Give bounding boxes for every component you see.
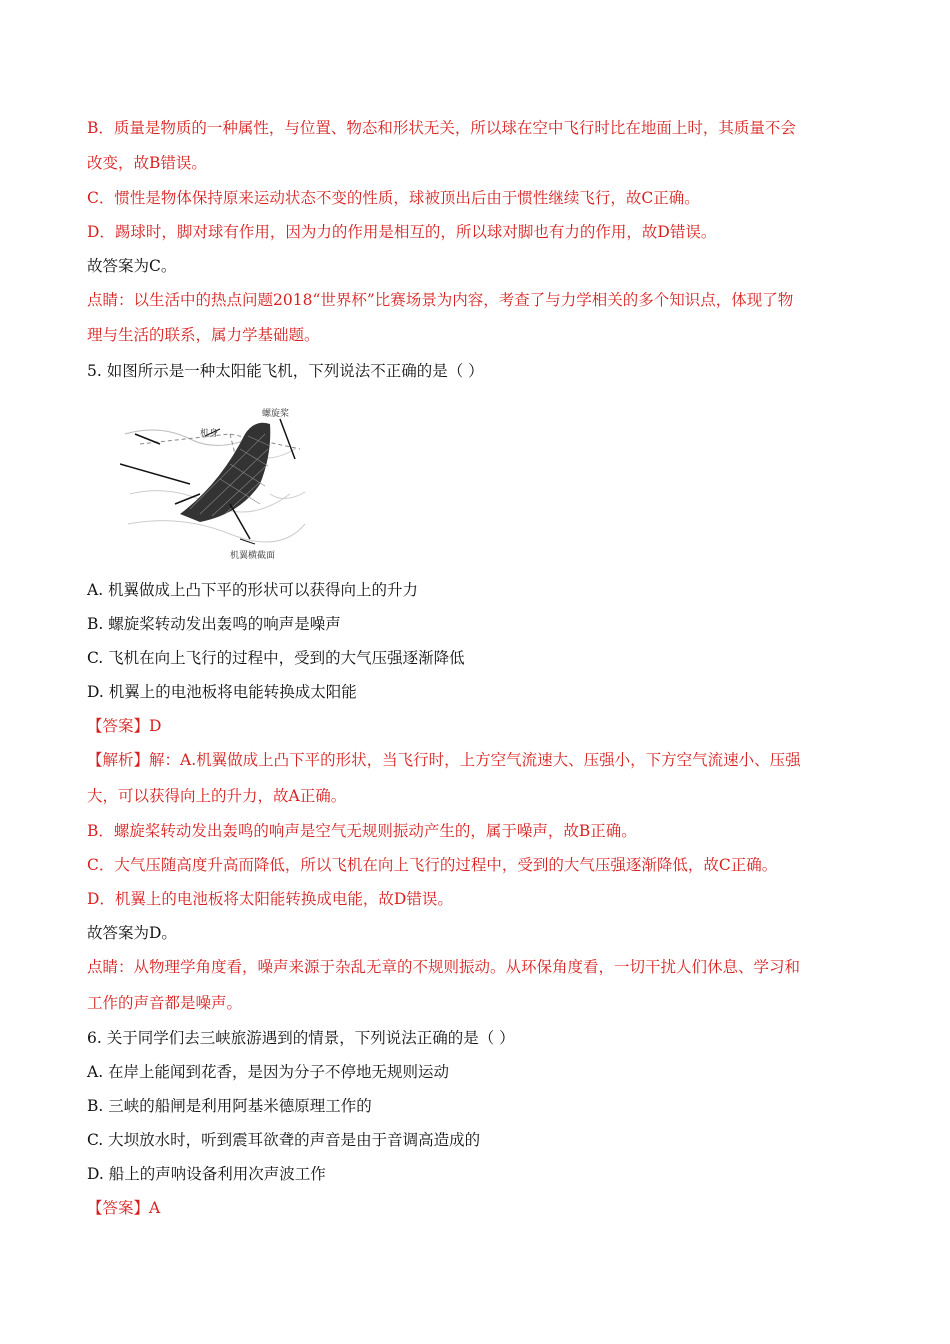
q5-option-c: C. 飞机在向上飞行的过程中，受到的大气压强逐渐降低 (87, 649, 465, 667)
q4-conclusion: 故答案为C。 (87, 257, 177, 275)
q5-analysis-line1: 【解析】解：A.机翼做成上凸下平的形状，当飞行时，上方空气流速大、压强小，下方空气流速小、压强 (87, 751, 801, 769)
label-wing-cross-section: 机翼横截面 (230, 551, 276, 561)
q5-stem: 5. 如图所示是一种太阳能飞机，下列说法不正确的是（ ） (87, 362, 484, 380)
solar-plane-illustration (120, 394, 310, 562)
q5-note-line1: 点睛：从物理学角度看，噪声来源于杂乱无章的不规则振动。从环保角度看，一切干扰人们休息、学习和 (87, 958, 801, 976)
q5-conclusion: 故答案为D。 (87, 924, 177, 942)
q4-option-b-line1: B．质量是物质的一种属性，与位置、物态和形状无关，所以球在空中飞行时比在地面上时，其质量不会 (87, 119, 796, 137)
q6-answer: 【答案】A (87, 1199, 161, 1217)
q6-option-c: C. 大坝放水时，听到震耳欲聋的声音是由于音调高造成的 (87, 1131, 481, 1149)
q6-stem: 6. 关于同学们去三峡旅游遇到的情景，下列说法正确的是（ ） (87, 1029, 515, 1047)
q4-note-line2: 理与生活的联系，属力学基础题。 (87, 326, 320, 344)
q5-note-line2: 工作的声音都是噪声。 (87, 994, 243, 1012)
q4-note-line1: 点睛：以生活中的热点问题2018“世界杯”比赛场景为内容，考查了与力学相关的多个知识点，体现了物 (87, 291, 794, 309)
label-fuselage: 机身 (200, 429, 219, 439)
label-propeller: 螺旋桨 (262, 409, 290, 419)
q6-option-a: A. 在岸上能闻到花香，是因为分子不停地无规则运动 (87, 1063, 450, 1081)
q5-analysis-c: C．大气压随高度升高而降低，所以飞机在向上飞行的过程中，受到的大气压强逐渐降低，故C正确。 (87, 856, 778, 874)
q6-option-d: D. 船上的声呐设备利用次声波工作 (87, 1165, 326, 1183)
solar-plane-figure (120, 394, 310, 562)
q4-option-b-line2: 改变，故B错误。 (87, 154, 207, 172)
q5-analysis-b: B．螺旋桨转动发出轰鸣的响声是空气无规则振动产生的，属于噪声，故B正确。 (87, 822, 637, 840)
q5-analysis-line2: 大，可以获得向上的升力，故A正确。 (87, 787, 347, 805)
q5-analysis-d: D．机翼上的电池板将太阳能转换成电能，故D错误。 (87, 890, 453, 908)
q5-option-d: D. 机翼上的电池板将电能转换成太阳能 (87, 683, 357, 701)
q5-answer: 【答案】D (87, 717, 162, 735)
q5-option-a: A. 机翼做成上凸下平的形状可以获得向上的升力 (87, 581, 419, 599)
q5-option-b: B. 螺旋桨转动发出轰鸣的响声是噪声 (87, 615, 341, 633)
q6-option-b: B. 三峡的船闸是利用阿基米德原理工作的 (87, 1097, 372, 1115)
q4-option-d-analysis: D．踢球时，脚对球有作用，因为力的作用是相互的，所以球对脚也有力的作用，故D错误。 (87, 223, 717, 241)
q4-option-c-analysis: C．惯性是物体保持原来运动状态不变的性质，球被顶出后由于惯性继续飞行，故C正确。 (87, 189, 700, 207)
